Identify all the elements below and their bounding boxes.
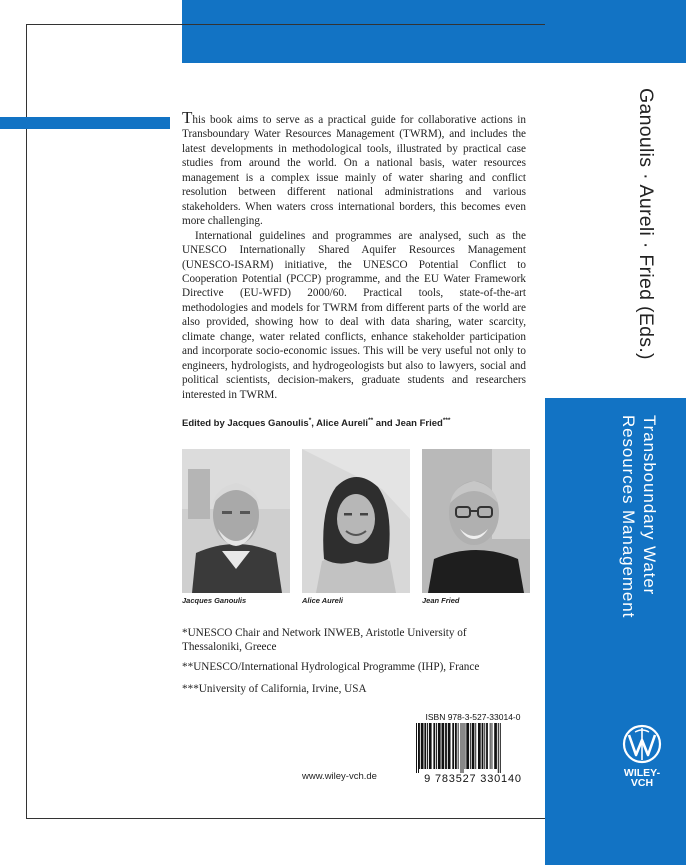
barcode-bar bbox=[418, 723, 419, 773]
barcode-bar bbox=[478, 723, 481, 769]
barcode-bar bbox=[458, 723, 459, 769]
barcode-bar bbox=[494, 723, 497, 769]
barcode-bar bbox=[465, 723, 466, 769]
barcode-bar bbox=[419, 723, 420, 769]
drop-cap: T bbox=[182, 108, 193, 127]
barcode-bar bbox=[448, 723, 451, 769]
spine-color-panel bbox=[545, 398, 686, 865]
editor-mark-3: *** bbox=[442, 417, 451, 424]
barcode-bar bbox=[421, 723, 424, 769]
editor-mark-2: ** bbox=[368, 417, 374, 424]
affiliation-ganoulis: *UNESCO Chair and Network INWEB, Aristotle University of Thessaloniki, Greece bbox=[182, 627, 467, 654]
publisher-logo-text bbox=[614, 768, 670, 788]
spine-title-line-2: Resources Management bbox=[619, 415, 638, 619]
spine-authors: Ganoulis · Aureli · Fried (Eds.) bbox=[635, 88, 657, 360]
editor-photo-ganoulis bbox=[182, 449, 290, 593]
barcode-bar bbox=[445, 723, 447, 769]
blurb-paragraph-1 bbox=[182, 108, 526, 229]
photo-caption: Jean Fried bbox=[422, 596, 460, 605]
barcode-bar bbox=[416, 723, 417, 773]
barcode-bar bbox=[470, 723, 471, 769]
barcode-image bbox=[414, 723, 532, 773]
barcode-bar bbox=[433, 723, 435, 769]
barcode-digits: 9 783527 330140 bbox=[424, 773, 522, 785]
left-accent-bar bbox=[0, 117, 170, 129]
barcode-bar bbox=[475, 723, 476, 769]
editor-mark-1: * bbox=[308, 417, 312, 424]
blurb-paragraph-2: International guidelines and programmes are analysed, such as the UNESCO Internationally Shared Aquifer Resources Management (UNESCO-ISARM) initiative, the UNESCO Potential Conflict to Cooperation Potential (PCCP) programme, and the EU Water Framework Directive (EU-WFD) 2000/60. Practical tools, state-of-the-art methodologies and models for TWRM from different parts of the world are also provided, showing how to deal with data sharing, water scarcity, climate change, water related conflicts, enhance stakeholder participation and incorporate socio-economic issues. This will be very useful not only to engineers, hydrologists, and hydrogeologists but also to lawyers, social and political scientists, decision-makers, graduate students and researchers interested in TWRM. bbox=[182, 229, 526, 401]
spine-title-line-1: Transboundary Water bbox=[640, 415, 659, 596]
barcode-bar bbox=[427, 723, 428, 769]
editors-line bbox=[182, 417, 542, 429]
barcode-bar bbox=[482, 723, 484, 769]
barcode-bar bbox=[484, 723, 485, 769]
barcode-bar bbox=[424, 723, 426, 769]
barcode-bar bbox=[452, 723, 454, 769]
barcode-bar bbox=[500, 723, 501, 773]
blurb-paragraph-1-text: his book aims to serve as a practical guide for collaborative actions in Transboundary Water Resources Management (TWRM), and includes the latest developments in methodological tools, illustrated by practical case studies from around the world. On a national basis, water resources management is a complex issue mainly of water sharing and conflict resolution between different national administrations and various stakeholders. When waters cross international borders, this becomes even more challenging. bbox=[182, 114, 526, 228]
logo-line-1: WILEY- bbox=[623, 767, 661, 779]
barcode-bar bbox=[455, 723, 457, 769]
barcode-bar bbox=[472, 723, 475, 769]
editors-prefix: Edited by Jacques Ganoulis bbox=[182, 418, 309, 429]
logo-line-2: VCH bbox=[630, 777, 654, 789]
back-cover-blurb bbox=[182, 108, 526, 402]
barcode-bar bbox=[498, 723, 499, 773]
photo-caption: Jacques Ganoulis bbox=[182, 596, 247, 605]
barcode-bar bbox=[436, 723, 437, 769]
barcode-bar bbox=[429, 723, 432, 769]
barcode-bar bbox=[463, 723, 464, 773]
barcode-bar bbox=[466, 723, 469, 769]
photo-caption: Alice Aureli bbox=[302, 596, 343, 605]
editor-name-2: , Alice Aureli bbox=[311, 418, 369, 429]
editor-name-3: and Jean Fried bbox=[373, 418, 443, 429]
editor-photo-aureli bbox=[302, 449, 410, 593]
barcode-bar bbox=[461, 723, 462, 773]
affiliation-aureli: **UNESCO/International Hydrological Programme (IHP), France bbox=[182, 661, 480, 673]
barcode-bar bbox=[442, 723, 445, 769]
editor-photo-fried bbox=[422, 449, 530, 593]
affiliation-fried: ***University of California, Irvine, USA bbox=[182, 683, 367, 695]
barcode-bar bbox=[486, 723, 488, 769]
publisher-website: www.wiley-vch.de bbox=[302, 771, 377, 782]
barcode-bar bbox=[490, 723, 491, 769]
barcode-bar bbox=[492, 723, 493, 769]
isbn-label: ISBN 978-3-527-33014-0 bbox=[425, 712, 521, 722]
barcode-bar bbox=[438, 723, 441, 769]
